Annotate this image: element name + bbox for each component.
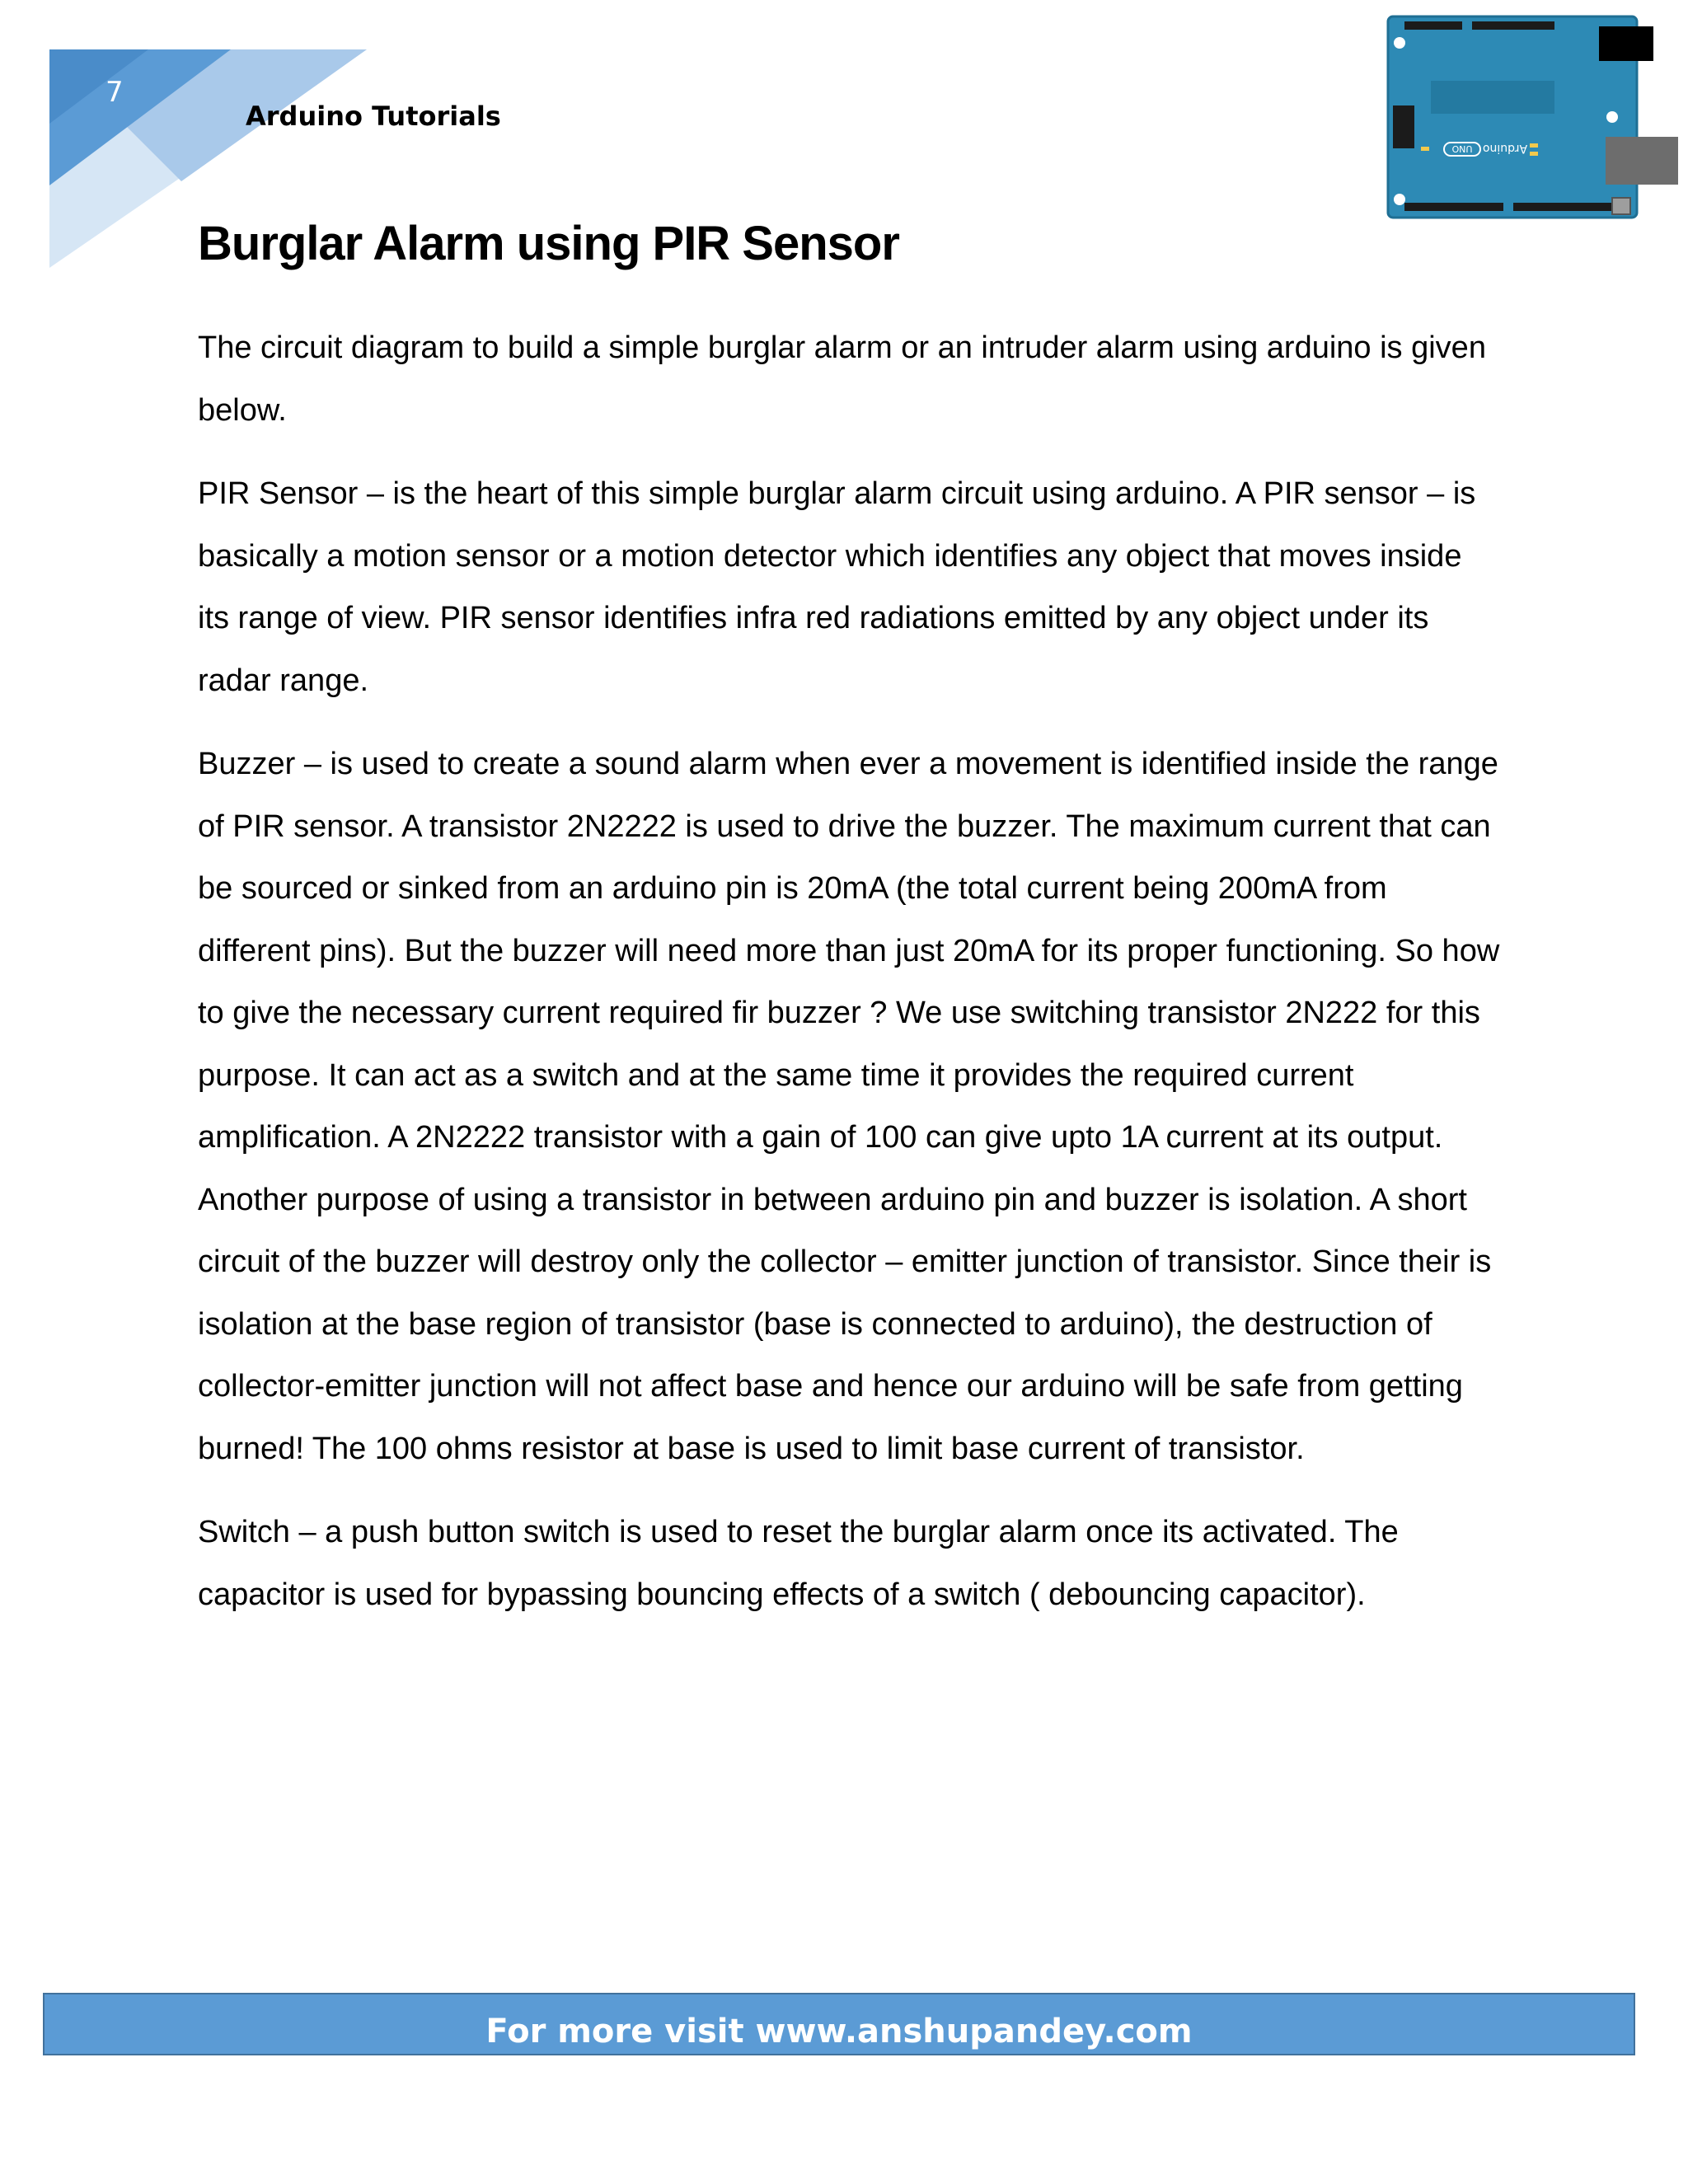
paragraph-pir-sensor: PIR Sensor – is the heart of this simple burglar alarm circuit using arduino. A PIR sensor – is basically a motion sensor or a motion detector which identifies any object that moves inside its range of view. PIR sensor identifies infra red radiations emitted by any object under its radar range. [198, 476, 1476, 698]
footer-text: For more visit www.anshupandey.com [485, 2013, 1193, 2050]
header-title: Arduino Tutorials [246, 101, 501, 132]
footer-bar [43, 1993, 1635, 2055]
board-brand-label: Arduino [1482, 142, 1528, 155]
paragraph-intro: The circuit diagram to build a simple burglar alarm or an intruder alarm using arduino is given below. [198, 330, 1486, 428]
board-model-label: UNO [1451, 143, 1473, 154]
paragraph-switch: Switch – a push button switch is used to reset the burglar alarm once its activated. The capacitor is used for bypassing bouncing effects of a switch ( debouncing capacitor). [198, 1515, 1399, 1612]
arduino-board-icon [1381, 15, 1678, 221]
document-title: Burglar Alarm using PIR Sensor [198, 217, 899, 270]
page-number: 7 [106, 76, 124, 109]
paragraph-buzzer: Buzzer – is used to create a sound alarm when ever a movement is identified inside the range of PIR sensor. A transistor 2N2222 is used to drive the buzzer. The maximum current that can be sourced or sinked from an arduino pin is 20mA (the total current being 200mA from different pins). But the buzzer will need more than just 20mA for its proper functioning. So how to give the necessary current required fir buzzer ? We use switching transistor 2N222 for this purpose. It can act as a switch and at the same time it provides the required current amplification. A 2N2222 transistor with a gain of 100 can give upto 1A current at its output. Another purpose of using a transistor in between arduino pin and buzzer is isolation. A short circuit of the buzzer will destroy only the collector – emitter junction of transistor. Since their is isolation at the base region of transistor (base is connected to arduino), the destruction of collector-emitter junction will not affect base and hence our arduino will be safe from getting burned! The 100 ohms resistor at base is used to limit base current of transistor. [198, 747, 1500, 1466]
document-body [198, 317, 1500, 1647]
